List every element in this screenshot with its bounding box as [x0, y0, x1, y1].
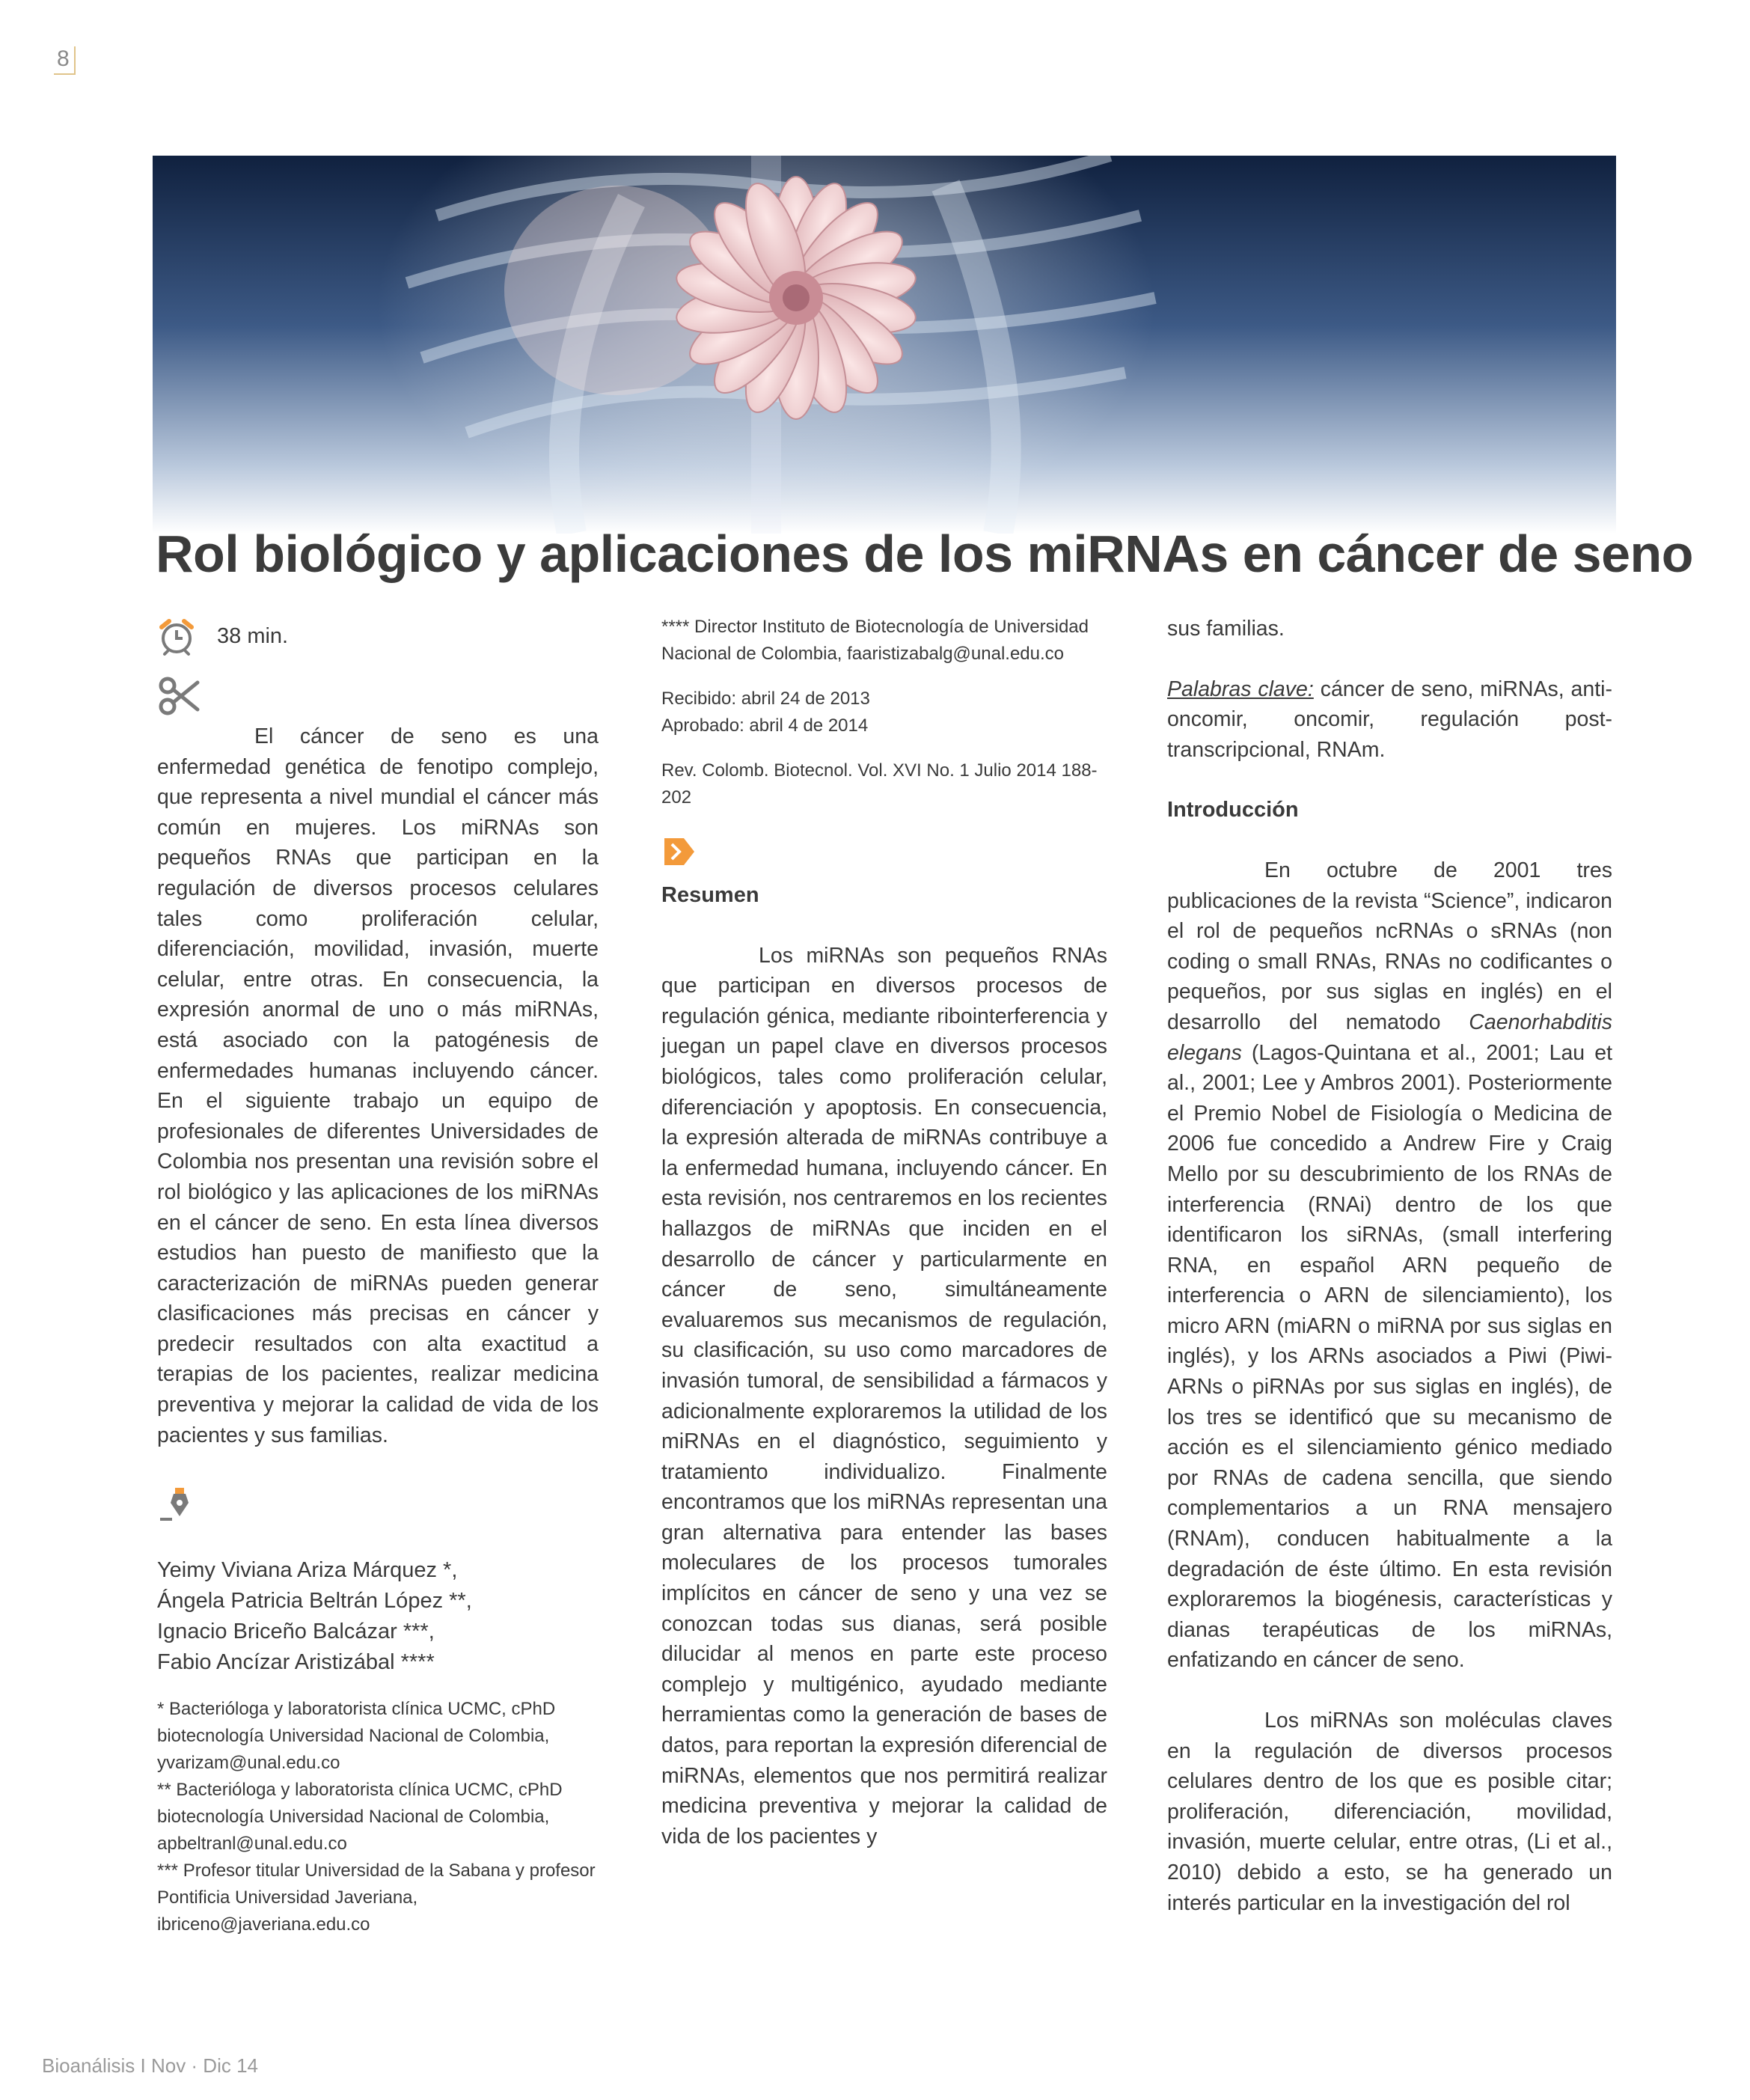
alarm-clock-icon	[157, 617, 196, 656]
reading-time	[157, 614, 599, 659]
author: Fabio Ancízar Aristizábal ****	[157, 1650, 435, 1675]
author: Yeimy Viviana Ariza Márquez *,	[157, 1558, 458, 1583]
affiliation: **** Director Instituto de Biotecnología de Universidad Nacional de Colombia, faaristizabalg@unal.edu.co	[661, 617, 1089, 664]
author: Ignacio Briceño Balcázar ***,	[157, 1620, 435, 1644]
intro-paragraph-1	[1167, 855, 1612, 1676]
page-footer: Bioanálisis I Nov · Dic 14	[42, 2054, 258, 2077]
affiliation: * Bacterióloga y laboratorista clínica UCMC, cPhD biotecnología Universidad Nacional de Colombia, yvarizam@unal.edu.co	[157, 1699, 556, 1774]
column-3	[1167, 614, 1612, 1918]
affiliation: ** Bacterióloga y laboratorista clínica UCMC, cPhD biotecnología Universidad Nacional de Colombia, apbeltranl@unal.edu.co	[157, 1780, 563, 1855]
affiliation: *** Profesor titular Universidad de la Sabana y profesor Pontificia Universidad Javeriana, ibriceno@javeriana.edu.co	[157, 1861, 596, 1935]
article-title: Rol biológico y aplicaciones de los miRNAs en cáncer de seno	[156, 525, 1694, 583]
reading-time-text: 38 min.	[217, 623, 289, 648]
column-2	[661, 614, 1107, 1852]
abstract-text: Los miRNAs son pequeños RNAs que participan en diversos procesos de regulación génica, mediante ribointerferencia y juegan un papel clave en diversos procesos biológicos, tales como proliferación celular, diferenciación y apoptosis. En consecuencia, la expresión alterada de miRNAs contribuye a la enfermedad humana, incluyendo cáncer. En esta revisión, nos centraremos en los recientes hallazgos de miRNAs que inciden en el desarrollo de cáncer y particularmente en cáncer de seno, simultáneamente evaluaremos sus mecanismos de regulación, su clasificación, su uso como marcadores de invasión tumoral, de sensibilidad a fármacos y adicionalmente exploraremos la utilidad de los miRNAs en el diagnóstico, seguimiento y tratamiento individualizo. Finalmente encontramos que los miRNAs representan una gran alternativa para entender las bases moleculares de los procesos tumorales implícitos en cáncer de seno y una vez se conozcan todas sus dianas, será posible dilucidar al menos en parte este proceso complejo y multigénico, ayudado mediante herramientas como la generación de bases de datos, para reportan la expresión diferencial de miRNAs, elementos que nos permitirá realizar medicina preventiva y mejorar la calidad de vida de los pacientes y	[661, 943, 1107, 1849]
approved-date: Aprobado: abril 4 de 2014	[661, 715, 869, 736]
pen-nib-icon	[157, 1486, 196, 1524]
author: Ángela Patricia Beltrán López **,	[157, 1589, 472, 1614]
keywords	[1167, 674, 1612, 766]
keywords-label: Palabras clave:	[1167, 677, 1314, 701]
hero-image	[153, 156, 1616, 534]
abstract-end: sus familias.	[1167, 617, 1285, 641]
page-number: 8	[54, 46, 76, 75]
scissors-icon	[159, 677, 201, 715]
orange-arrow-icon	[661, 834, 697, 870]
intro-paragraph-2: Los miRNAs son moléculas claves en la regulación de diversos procesos celulares dentro de los que es posible citar; proliferación, diferenciación, movilidad, invasión, muerte celular, entre otras, (Li et al., 2010) debido a esto, se ha generado un interés particular en la investigación del rol	[1167, 1709, 1612, 1915]
intro-heading: Introducción	[1167, 798, 1299, 822]
intro-text: En octubre de 2001 tres publicaciones de la revista “Science”, indicaron el rol de pequeños ncRNAs o sRNAs (non coding o small RNAs, RNAs no codificantes o pequeños, por sus siglas en inglés) en el desarrollo del nematodo	[1167, 858, 1612, 1034]
author-list	[157, 1555, 599, 1678]
citation: Rev. Colomb. Biotecnol. Vol. XVI No. 1 Julio 2014 188-202	[661, 760, 1098, 808]
intro-summary: El cáncer de seno es una enfermedad genética de fenotipo complejo, que representa a nivel mundial el cáncer más común en mujeres. Los miRNAs son pequeños RNAs que participan en la regulación de diversos procesos celulares tales como proliferación celular, diferenciación, movilidad, invasión, muerte celular, entre otras. En consecuencia, la expresión anormal de uno o más miRNAs, está asociado con la patogénesis de enfermedades humanas incluyendo cáncer. En el siguiente trabajo un equipo de profesionales de diferentes Universidades de Colombia nos presentan una revisión sobre el rol biológico y las aplicaciones de los miRNAs en el cáncer de seno. En esta línea diversos estudios han puesto de manifiesto que la caracterización de miRNAs pueden generar clasificaciones más precisas en cáncer y predecir resultados con alta exactitud a terapias de los pacientes, realizar medicina preventiva y mejorar la calidad de vida de los pacientes y sus familias.	[157, 724, 599, 1447]
species-name: Caenorhabditis elegans	[1167, 1010, 1612, 1065]
received-date: Recibido: abril 24 de 2013	[661, 689, 870, 709]
keywords-text: cáncer de seno, miRNAs, anti-oncomir, oncomir, regulación post-transcripcional, RNAm.	[1167, 677, 1612, 762]
intro-text: (Lagos-Quintana et al., 2001; Lau et al., 2001; Lee y Ambros 2001). Posteriormente el Premio Nobel de Fisiología o Medicina de 2006 fue concedido a Andrew Fire y Craig Mello por su descubrimiento de los RNAs de interferencia (RNAi) dentro de los que identificaron los siRNAs, (small interfering RNA, en español ARN pequeño de interferencia o ARN de silenciamiento), los micro ARN (miARN o miRNA por sus siglas en inglés), y los ARNs asociados a Piwi (Piwi-ARNs o piRNAs por sus siglas en inglés), de los tres se identificó que su mecanismo de acción es el silenciamiento génico mediado por RNAs de cadena sencilla, que siendo complementarios a un RNA mensajero (RNAm), conducen habitualmente a la degradación de éste último. En esta revisión exploraremos la biogénesis, características y dianas terapéuticas de los miRNAs, enfatizando en cáncer de seno.	[1167, 1040, 1612, 1673]
abstract-heading: Resumen	[661, 883, 759, 907]
affiliations	[157, 1696, 599, 1938]
column-1	[157, 614, 599, 1938]
